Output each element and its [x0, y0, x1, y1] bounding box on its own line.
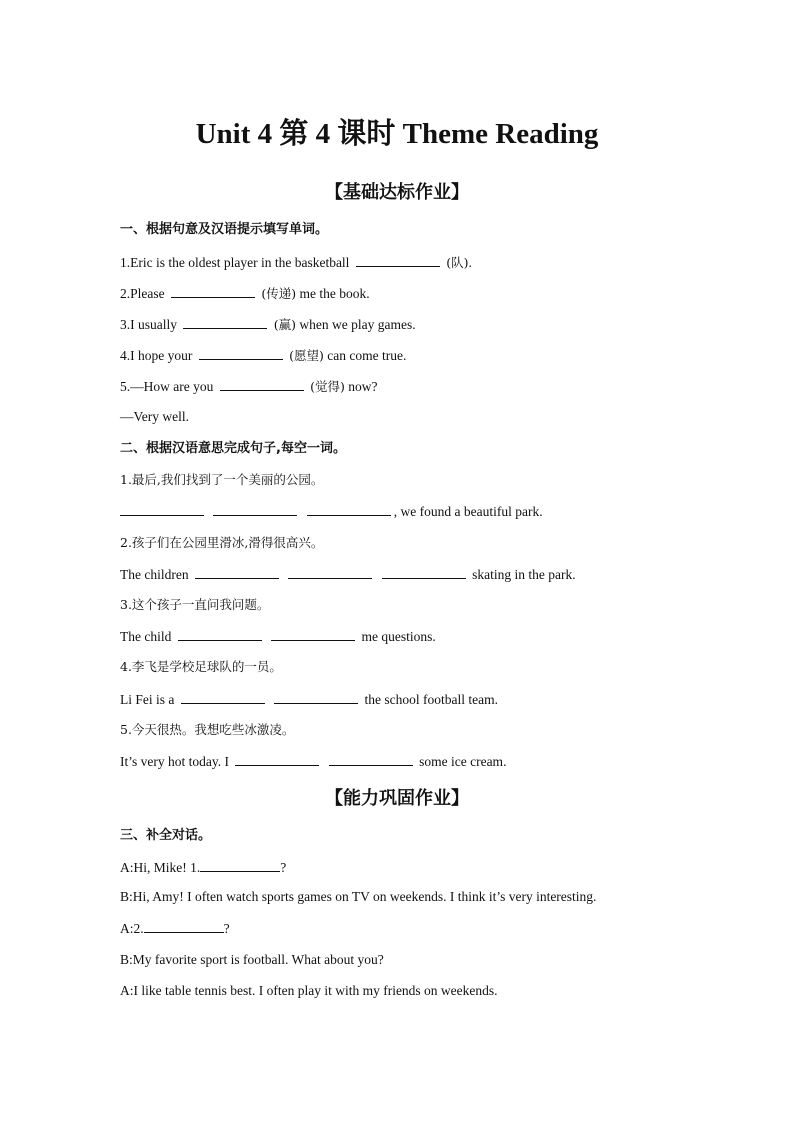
item-text: 2.Please [120, 286, 165, 301]
answer-blank[interactable] [271, 626, 355, 641]
chinese-hint: (传递) [261, 286, 297, 301]
dialogue-line-5: A:I like table tennis best. I often play it with my friends on weekends. [120, 983, 498, 998]
part2-item-2-chinese: 2.孩子们在公园里滑冰,滑得很高兴。 [120, 535, 324, 550]
item-text-after: , we found a beautiful park. [393, 504, 543, 519]
item-text-after: the school football team. [364, 692, 498, 707]
answer-blank[interactable] [120, 501, 204, 516]
answer-blank[interactable] [178, 626, 262, 641]
answer-blank[interactable] [213, 501, 297, 516]
part2-item-4-chinese: 4.李飞是学校足球队的一员。 [120, 659, 282, 674]
answer-blank[interactable] [356, 252, 440, 267]
item-text-after: me the book. [296, 286, 370, 301]
section-heading-basic: 【基础达标作业】 [325, 182, 469, 203]
dialogue-line-1 [120, 857, 720, 878]
item-text-after: . [468, 255, 472, 270]
section-heading-ability: 【能力巩固作业】 [325, 788, 469, 809]
answer-blank[interactable] [382, 564, 466, 579]
dialogue-text: A:2. [120, 921, 144, 936]
answer-blank[interactable] [329, 751, 413, 766]
part1-item-4 [120, 345, 720, 366]
part2-heading: 二、根据汉语意思完成句子,每空一词。 [120, 441, 346, 456]
answer-blank[interactable] [171, 283, 255, 298]
dialogue-text-after: ? [223, 921, 230, 936]
item-text: It’s very hot today. I [120, 754, 229, 769]
answer-blank[interactable] [235, 751, 319, 766]
answer-blank[interactable] [200, 857, 280, 872]
item-text: 5.—How are you [120, 379, 214, 394]
part1-reply: —Very well. [120, 409, 189, 424]
item-text: The children [120, 567, 189, 582]
item-text-after: now? [344, 379, 378, 394]
part1-item-3 [120, 314, 720, 335]
part2-item-1-chinese: 1.最后,我们找到了一个美丽的公园。 [120, 472, 324, 487]
part2-item-5-chinese: 5.今天很热。我想吃些冰激凌。 [120, 722, 295, 737]
chinese-hint: (觉得) [310, 379, 345, 394]
item-text: 1.Eric is the oldest player in the basketball [120, 255, 350, 270]
answer-blank[interactable] [199, 345, 283, 360]
chinese-hint: (队) [446, 255, 469, 270]
dialogue-line-3 [120, 918, 720, 939]
part2-item-2-answer [120, 564, 720, 585]
item-text-after: me questions. [361, 629, 436, 644]
part1-item-5 [120, 376, 720, 397]
dialogue-text-after: ? [280, 860, 287, 875]
item-text-after: skating in the park. [472, 567, 576, 582]
answer-blank[interactable] [274, 689, 358, 704]
item-text-after: some ice cream. [419, 754, 507, 769]
item-text: The child [120, 629, 172, 644]
part3-heading: 三、补全对话。 [120, 828, 212, 843]
part1-heading: 一、根据句意及汉语提示填写单词。 [120, 222, 329, 237]
answer-blank[interactable] [307, 501, 391, 516]
item-text-after: can come true. [323, 348, 407, 363]
answer-blank[interactable] [195, 564, 279, 579]
part1-item-2 [120, 283, 720, 304]
part2-item-4-answer [120, 689, 720, 710]
item-text: 4.I hope your [120, 348, 193, 363]
chinese-hint: (愿望) [289, 348, 324, 363]
dialogue-line-4: B:My favorite sport is football. What about you? [120, 952, 384, 967]
answer-blank[interactable] [144, 918, 224, 933]
part2-item-3-chinese: 3.这个孩子一直问我问题。 [120, 597, 270, 612]
dialogue-text: A:Hi, Mike! 1. [120, 860, 201, 875]
answer-blank[interactable] [183, 314, 267, 329]
item-text-after: when we play games. [296, 317, 416, 332]
answer-blank[interactable] [220, 376, 304, 391]
item-text: Li Fei is a [120, 692, 175, 707]
page-title: Unit 4 第 4 课时 Theme Reading [195, 118, 599, 150]
answer-blank[interactable] [288, 564, 372, 579]
part2-item-5-answer [120, 751, 720, 772]
part1-item-1 [120, 252, 720, 273]
answer-blank[interactable] [181, 689, 265, 704]
part2-item-1-answer [120, 501, 720, 522]
chinese-hint: (赢) [273, 317, 297, 332]
part2-item-3-answer [120, 626, 720, 647]
dialogue-line-2: B:Hi, Amy! I often watch sports games on TV on weekends. I think it’s very interesting. [120, 889, 597, 904]
item-text: 3.I usually [120, 317, 177, 332]
